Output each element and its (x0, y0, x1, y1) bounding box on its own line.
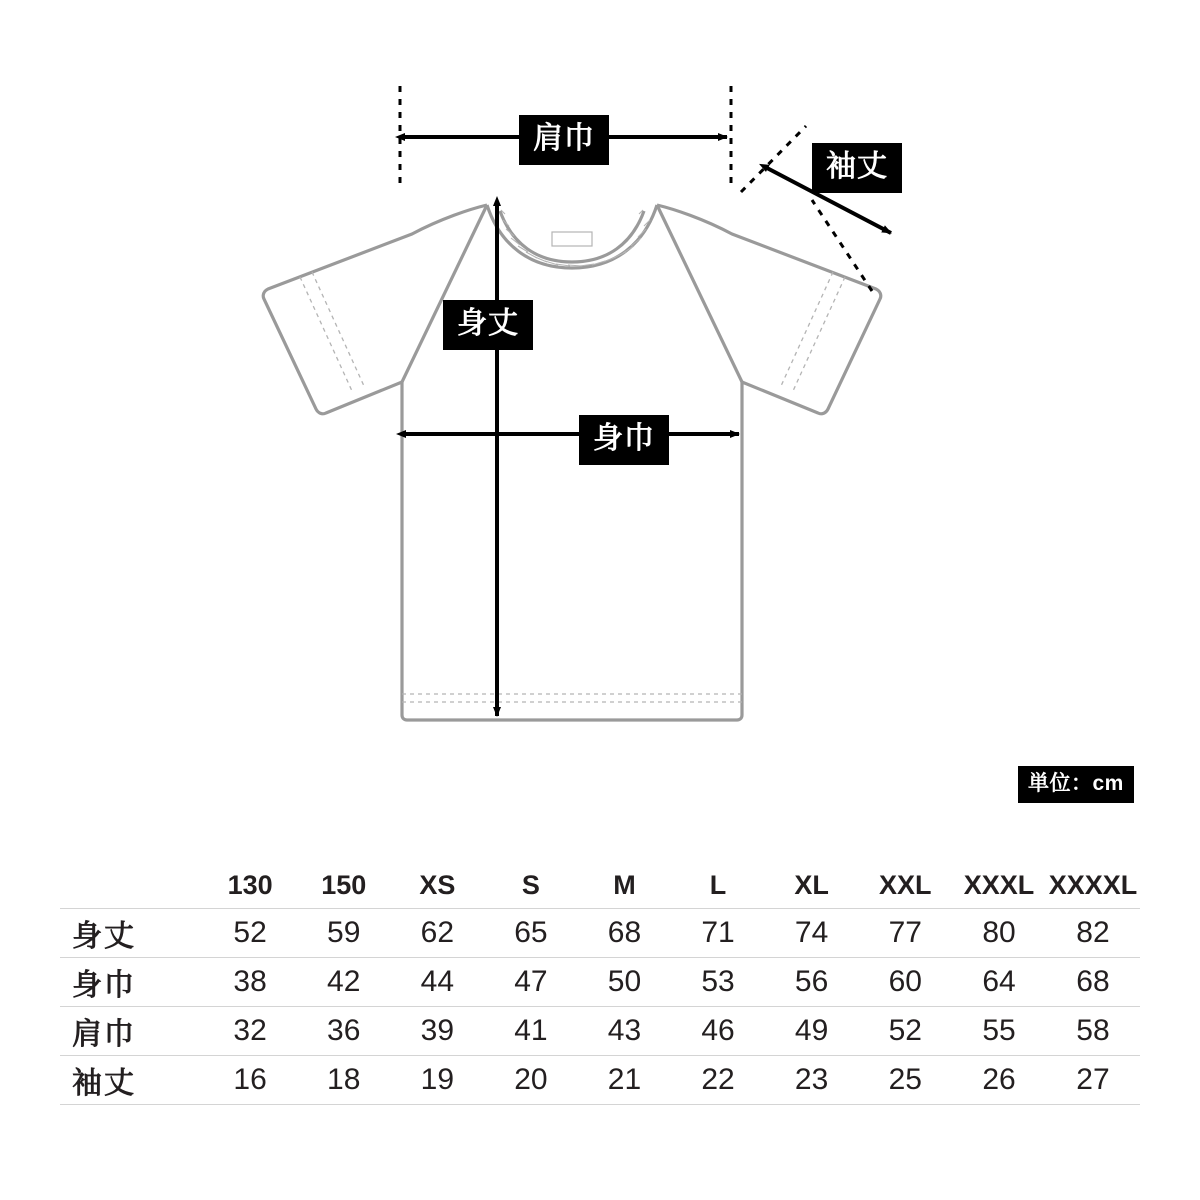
cell-value: 42 (297, 958, 391, 1007)
cell-value: 22 (671, 1056, 765, 1105)
bottom-hem-stitching (402, 694, 742, 702)
tshirt-outline (263, 205, 881, 720)
size-table (60, 862, 1140, 1105)
label-sleeve-length: 袖丈 (812, 143, 902, 193)
cell-value: 77 (858, 909, 952, 958)
table-header-row (60, 862, 1140, 909)
cell-value: 20 (484, 1056, 578, 1105)
cell-value: 56 (765, 958, 859, 1007)
column-header-size: XS (391, 862, 485, 909)
cell-value: 62 (391, 909, 485, 958)
cell-value: 55 (952, 1007, 1046, 1056)
table-row (60, 958, 1140, 1007)
cell-value: 32 (203, 1007, 297, 1056)
cell-value: 53 (671, 958, 765, 1007)
table-row (60, 1007, 1140, 1056)
column-header-size: XXXXL (1046, 862, 1140, 909)
label-body-width: 身巾 (579, 415, 669, 465)
cell-value: 58 (1046, 1007, 1140, 1056)
cell-value: 71 (671, 909, 765, 958)
cell-value: 74 (765, 909, 859, 958)
column-header-size: XL (765, 862, 859, 909)
size-table-head (60, 862, 1140, 909)
row-header-sleeve-length: 袖丈 (60, 1056, 203, 1105)
cell-value: 25 (858, 1056, 952, 1105)
size-table-body (60, 909, 1140, 1105)
cell-value: 16 (203, 1056, 297, 1105)
table-row (60, 1056, 1140, 1105)
label-body-length: 身丈 (443, 300, 533, 350)
cell-value: 39 (391, 1007, 485, 1056)
unit-note: 単位：cm (1018, 766, 1134, 803)
cell-value: 80 (952, 909, 1046, 958)
table-corner-cell (60, 862, 203, 909)
column-header-size: XXL (858, 862, 952, 909)
cell-value: 68 (1046, 958, 1140, 1007)
cell-value: 44 (391, 958, 485, 1007)
table-row (60, 909, 1140, 958)
cell-value: 19 (391, 1056, 485, 1105)
cell-value: 36 (297, 1007, 391, 1056)
cell-value: 59 (297, 909, 391, 958)
cell-value: 43 (578, 1007, 672, 1056)
cell-value: 65 (484, 909, 578, 958)
cell-value: 27 (1046, 1056, 1140, 1105)
cell-value: 82 (1046, 909, 1140, 958)
column-header-size: XXXL (952, 862, 1046, 909)
row-header-body-width: 身巾 (60, 958, 203, 1007)
label-shoulder-width: 肩巾 (519, 115, 609, 165)
column-header-size: S (484, 862, 578, 909)
column-header-size: L (671, 862, 765, 909)
cell-value: 38 (203, 958, 297, 1007)
column-header-size: M (578, 862, 672, 909)
column-header-size: 150 (297, 862, 391, 909)
row-header-shoulder-width: 肩巾 (60, 1007, 203, 1056)
cell-value: 68 (578, 909, 672, 958)
cell-value: 64 (952, 958, 1046, 1007)
column-header-size: 130 (203, 862, 297, 909)
cell-value: 52 (203, 909, 297, 958)
row-header-body-length: 身丈 (60, 909, 203, 958)
cell-value: 21 (578, 1056, 672, 1105)
cell-value: 41 (484, 1007, 578, 1056)
cell-value: 23 (765, 1056, 859, 1105)
cell-value: 60 (858, 958, 952, 1007)
cell-value: 46 (671, 1007, 765, 1056)
sleeve-hem-stitching (300, 272, 845, 391)
cell-value: 26 (952, 1056, 1046, 1105)
cell-value: 18 (297, 1056, 391, 1105)
cell-value: 52 (858, 1007, 952, 1056)
cell-value: 47 (484, 958, 578, 1007)
cell-value: 49 (765, 1007, 859, 1056)
cell-value: 50 (578, 958, 672, 1007)
